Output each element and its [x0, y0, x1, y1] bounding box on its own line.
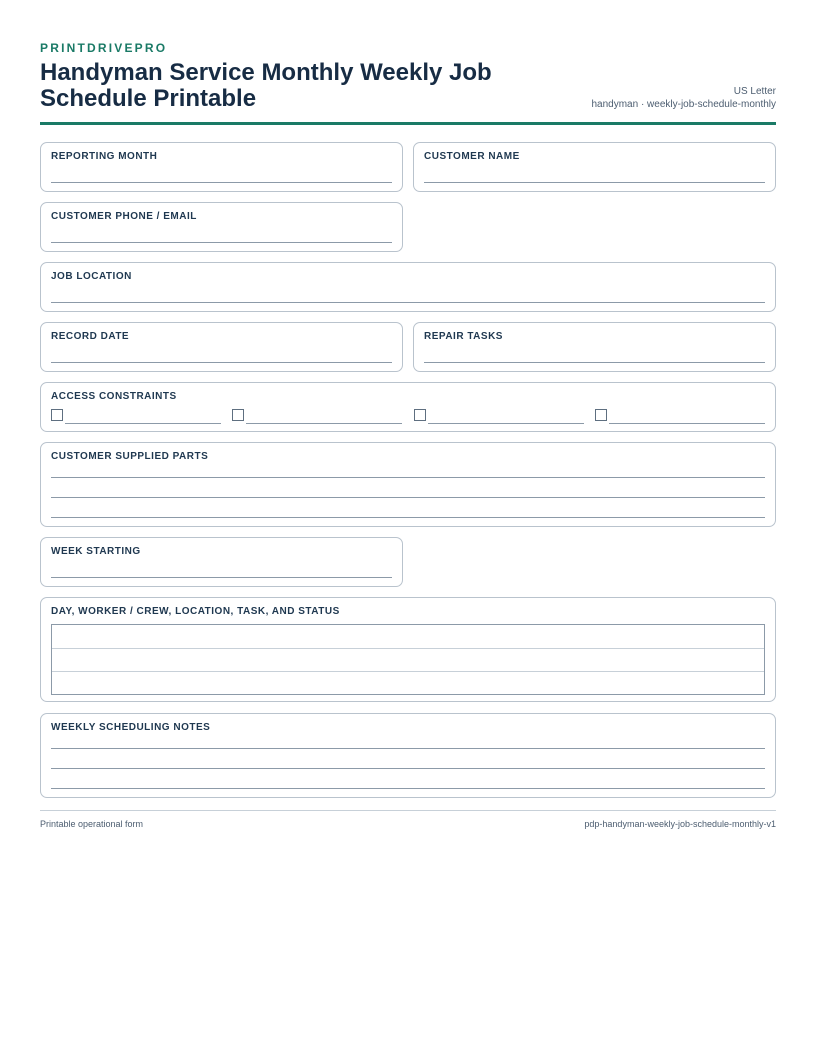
notes-line-1[interactable] [51, 748, 765, 749]
access-constraints-field [40, 382, 776, 432]
job-location-line[interactable] [51, 302, 765, 303]
schedule-table-label: DAY, WORKER / CREW, LOCATION, TASK, AND STATUS [51, 606, 340, 617]
footer-form-id: pdp-handyman-weekly-job-schedule-monthly-v1 [584, 819, 776, 829]
customer-parts-line-1[interactable] [51, 477, 765, 478]
access-option-line-1[interactable] [65, 423, 221, 424]
customer-name-field[interactable] [413, 142, 776, 192]
week-starting-field[interactable] [40, 537, 403, 587]
paper-size: US Letter [733, 86, 776, 97]
scheduling-notes-field[interactable] [40, 713, 776, 798]
customer-parts-line-2[interactable] [51, 497, 765, 498]
week-starting-line[interactable] [51, 577, 392, 578]
customer-contact-field[interactable] [40, 202, 403, 252]
repair-tasks-field[interactable] [413, 322, 776, 372]
job-location-label: JOB LOCATION [51, 271, 132, 282]
notes-line-2[interactable] [51, 768, 765, 769]
customer-contact-label: CUSTOMER PHONE / EMAIL [51, 211, 197, 222]
access-option-line-4[interactable] [609, 423, 765, 424]
form-path: handyman · weekly-job-schedule-monthly [591, 99, 776, 110]
access-checkbox-1[interactable] [51, 409, 63, 421]
access-option-line-2[interactable] [246, 423, 402, 424]
access-option-line-3[interactable] [428, 423, 584, 424]
access-checkbox-3[interactable] [414, 409, 426, 421]
page-title: Handyman Service Monthly Weekly Job Schedule Printable [40, 59, 492, 112]
reporting-month-label: REPORTING MONTH [51, 151, 158, 162]
job-location-field[interactable] [40, 262, 776, 312]
scheduling-notes-label: WEEKLY SCHEDULING NOTES [51, 722, 211, 733]
document-meta [591, 85, 776, 111]
notes-line-3[interactable] [51, 788, 765, 789]
customer-contact-line[interactable] [51, 242, 392, 243]
reporting-month-field[interactable] [40, 142, 403, 192]
record-date-line[interactable] [51, 362, 392, 363]
brand-name: PRINTDRIVEPRO [40, 41, 168, 55]
access-constraints-label: ACCESS CONSTRAINTS [51, 391, 177, 402]
access-checkbox-4[interactable] [595, 409, 607, 421]
header-rule [40, 122, 776, 125]
week-starting-label: WEEK STARTING [51, 546, 141, 557]
customer-name-line[interactable] [424, 182, 765, 183]
footer-left-text: Printable operational form [40, 819, 144, 829]
customer-parts-line-3[interactable] [51, 517, 765, 518]
schedule-table[interactable] [51, 624, 765, 695]
record-date-field[interactable] [40, 322, 403, 372]
reporting-month-line[interactable] [51, 182, 392, 183]
customer-parts-label: CUSTOMER SUPPLIED PARTS [51, 451, 209, 462]
repair-tasks-line[interactable] [424, 362, 765, 363]
repair-tasks-label: REPAIR TASKS [424, 331, 503, 342]
footer-rule [40, 810, 776, 811]
customer-name-label: CUSTOMER NAME [424, 151, 520, 162]
schedule-table-section [40, 597, 776, 702]
table-row-divider [52, 671, 764, 672]
record-date-label: RECORD DATE [51, 331, 130, 342]
customer-parts-field[interactable] [40, 442, 776, 527]
access-checkbox-2[interactable] [232, 409, 244, 421]
table-row-divider [52, 648, 764, 649]
